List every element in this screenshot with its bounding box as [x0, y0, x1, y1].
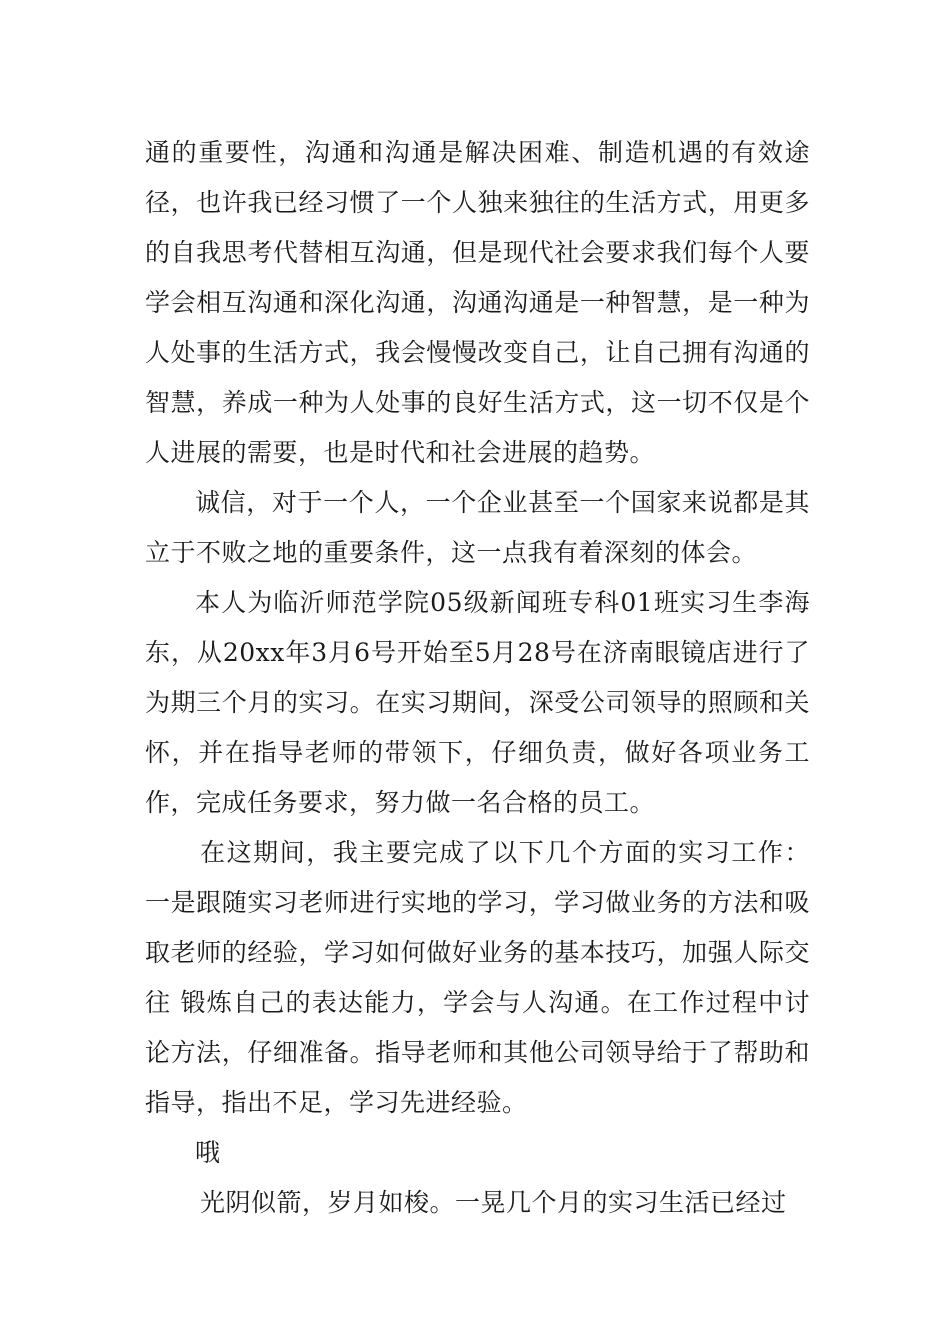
paragraph-intern-intro: 本人为临沂师范学院05级新闻班专科01班实习生李海东，从20xx年3月6号开始至5月28号在济南眼镜店进行了为期三个月的实习。在实习期间，深受公司领导的照顾和关怀，并在指导老师的带领下，仔细负责，做好各项业务工作，完成任务要求，努力做一名合格的员工。 [145, 588, 810, 817]
paragraph-integrity: 诚信，对于一个人，一个企业甚至一个国家来说都是其立于不败之地的重要条件，这一点我有着深刻的体会。 [145, 488, 810, 567]
paragraph-time-flies: 光阴似箭，岁月如梭。一晃几个月的实习生活已经过 [200, 1188, 787, 1217]
paragraph-interjection: 哦 [195, 1138, 221, 1167]
paragraph-communication: 通的重要性，沟通和沟通是解决困难、制造机遇的有效途径，也许我已经习惯了一个人独来独往的生活方式，用更多的自我思考代替相互沟通，但是现代社会要求我们每个人要学会相互沟通和深化沟通，沟通沟通是一种智慧，是一种为人处事的生活方式，我会慢慢改变自己，让自己拥有沟通的智慧，养成一种为人处事的良好生活方式，这一切不仅是个人进展的需要，也是时代和社会进展的趋势。 [145, 138, 810, 467]
paragraph-work-summary: 在这期间，我主要完成了以下几个方面的实习工作：一是跟随实习老师进行实地的学习，学习做业务的方法和吸取老师的经验，学习如何做好业务的基本技巧，加强人际交往 锻炼自己的表达能力，学会与人沟通。在工作过程中讨论方法，仔细准备。指导老师和其他公司领导给于了帮助和指导，指出不足，学习先进经验。 [145, 838, 810, 1117]
document-body [145, 128, 810, 1228]
